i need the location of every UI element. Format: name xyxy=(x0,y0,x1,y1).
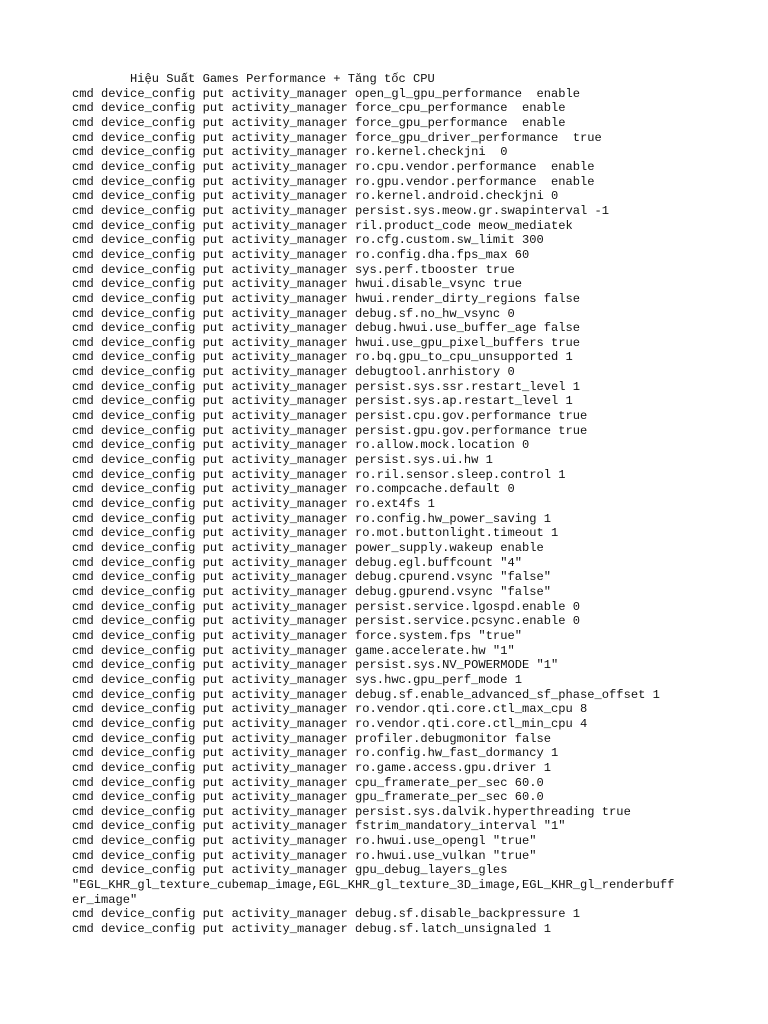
command-line: cmd device_config put activity_manager debug.sf.enable_advanced_sf_phase_offset 1 xyxy=(72,687,660,702)
command-line: cmd device_config put activity_manager ro.gpu.vendor.performance enable xyxy=(72,174,595,189)
command-line: cmd device_config put activity_manager persist.sys.ssr.restart_level 1 xyxy=(72,379,581,394)
command-line: cmd device_config put activity_manager debug.sf.latch_unsignaled 1 xyxy=(72,922,551,937)
command-line: cmd device_config put activity_manager persist.service.pcsync.enable 0 xyxy=(72,614,581,629)
command-line: cmd device_config put activity_manager power_supply.wakeup enable xyxy=(72,541,544,555)
command-line: cmd device_config put activity_manager profiler.debugmonitor false xyxy=(72,731,551,746)
command-line: cmd device_config put activity_manager gpu_framerate_per_sec 60.0 xyxy=(72,790,544,805)
command-line: cmd device_config put activity_manager ro.vendor.qti.core.ctl_max_cpu 8 xyxy=(72,702,588,717)
command-line: cmd device_config put activity_manager persist.service.lgospd.enable 0 xyxy=(72,599,581,614)
command-line: cmd device_config put activity_manager ro.hwui.use_opengl "true" xyxy=(72,834,537,849)
command-line: cmd device_config put activity_manager hwui.disable_vsync true xyxy=(72,277,522,292)
command-line: cmd device_config put activity_manager persist.sys.ap.restart_level 1 xyxy=(72,394,573,409)
command-list xyxy=(72,87,722,937)
command-line: cmd device_config put activity_manager persist.sys.dalvik.hyperthreading true xyxy=(72,804,631,819)
command-line: cmd device_config put activity_manager ro.vendor.qti.core.ctl_min_cpu 4 xyxy=(72,716,588,731)
command-line: cmd device_config put activity_manager ro.cpu.vendor.performance enable xyxy=(72,159,595,174)
command-line: cmd device_config put activity_manager ro.allow.mock.location 0 xyxy=(72,438,530,453)
command-line: cmd device_config put activity_manager cpu_framerate_per_sec 60.0 xyxy=(72,775,544,790)
command-line: cmd device_config put activity_manager force_gpu_performance enable xyxy=(72,115,566,130)
command-line: cmd device_config put activity_manager persist.gpu.gov.performance true xyxy=(72,423,588,438)
command-line: "EGL_KHR_gl_texture_cubemap_image,EGL_KHR_gl_texture_3D_image,EGL_KHR_gl_renderbuff xyxy=(72,878,675,893)
command-line: cmd device_config put activity_manager ro.game.access.gpu.driver 1 xyxy=(72,760,551,775)
command-line: cmd device_config put activity_manager ro.bq.gpu_to_cpu_unsupported 1 xyxy=(72,350,573,365)
command-line: cmd device_config put activity_manager open_gl_gpu_performance enable xyxy=(72,86,581,101)
command-line: cmd device_config put activity_manager ro.kernel.checkjni 0 xyxy=(72,145,508,160)
command-line: cmd device_config put activity_manager sys.perf.tbooster true xyxy=(72,262,515,277)
command-line: cmd device_config put activity_manager ro.mot.buttonlight.timeout 1 xyxy=(72,526,559,541)
command-line: cmd device_config put activity_manager debug.gpurend.vsync "false" xyxy=(72,584,551,599)
command-line: cmd device_config put activity_manager ro.hwui.use_vulkan "true" xyxy=(72,848,537,863)
command-line: er_image" xyxy=(72,892,138,907)
command-line: cmd device_config put activity_manager debugtool.anrhistory 0 xyxy=(72,365,515,380)
command-line: cmd device_config put activity_manager sys.hwc.gpu_perf_mode 1 xyxy=(72,672,522,687)
command-line: cmd device_config put activity_manager fstrim_mandatory_interval "1" xyxy=(72,819,566,834)
command-line: cmd device_config put activity_manager persist.sys.NV_POWERMODE "1" xyxy=(72,658,559,673)
command-line: cmd device_config put activity_manager persist.sys.ui.hw 1 xyxy=(72,453,493,468)
command-line: cmd device_config put activity_manager hwui.render_dirty_regions false xyxy=(72,291,581,306)
command-line: cmd device_config put activity_manager ro.compcache.default 0 xyxy=(72,482,515,497)
command-line: cmd device_config put activity_manager ro.config.hw_power_saving 1 xyxy=(72,511,551,526)
command-line: cmd device_config put activity_manager ril.product_code meow_mediatek xyxy=(72,218,573,233)
document-page xyxy=(72,72,722,937)
command-line: cmd device_config put activity_manager debug.hwui.use_buffer_age false xyxy=(72,321,581,336)
document-title: Hiệu Suất Games Performance + Tăng tốc CPU xyxy=(130,72,435,86)
command-line: cmd device_config put activity_manager game.accelerate.hw "1" xyxy=(72,643,515,658)
command-line: cmd device_config put activity_manager persist.sys.meow.gr.swapinterval -1 xyxy=(72,203,610,218)
command-line: cmd device_config put activity_manager debug.sf.no_hw_vsync 0 xyxy=(72,306,515,321)
command-line: cmd device_config put activity_manager ro.config.hw_fast_dormancy 1 xyxy=(72,746,559,761)
command-line: cmd device_config put activity_manager gpu_debug_layers_gles xyxy=(72,863,508,878)
command-line: cmd device_config put activity_manager debug.egl.buffcount "4" xyxy=(72,555,522,570)
command-line: cmd device_config put activity_manager hwui.use_gpu_pixel_buffers true xyxy=(72,335,581,350)
command-line: cmd device_config put activity_manager debug.sf.disable_backpressure 1 xyxy=(72,907,581,922)
command-line: cmd device_config put activity_manager ro.config.dha.fps_max 60 xyxy=(72,247,530,262)
command-line: cmd device_config put activity_manager ro.kernel.android.checkjni 0 xyxy=(72,189,559,204)
command-line: cmd device_config put activity_manager ro.ext4fs 1 xyxy=(72,497,435,512)
command-line: cmd device_config put activity_manager force_gpu_driver_performance true xyxy=(72,130,602,145)
command-line: cmd device_config put activity_manager force_cpu_performance enable xyxy=(72,101,566,116)
command-line: cmd device_config put activity_manager debug.cpurend.vsync "false" xyxy=(72,570,551,585)
command-line: cmd device_config put activity_manager force.system.fps "true" xyxy=(72,628,522,643)
command-line: cmd device_config put activity_manager ro.ril.sensor.sleep.control 1 xyxy=(72,467,566,482)
command-line: cmd device_config put activity_manager ro.cfg.custom.sw_limit 300 xyxy=(72,233,544,248)
command-line: cmd device_config put activity_manager persist.cpu.gov.performance true xyxy=(72,409,588,424)
